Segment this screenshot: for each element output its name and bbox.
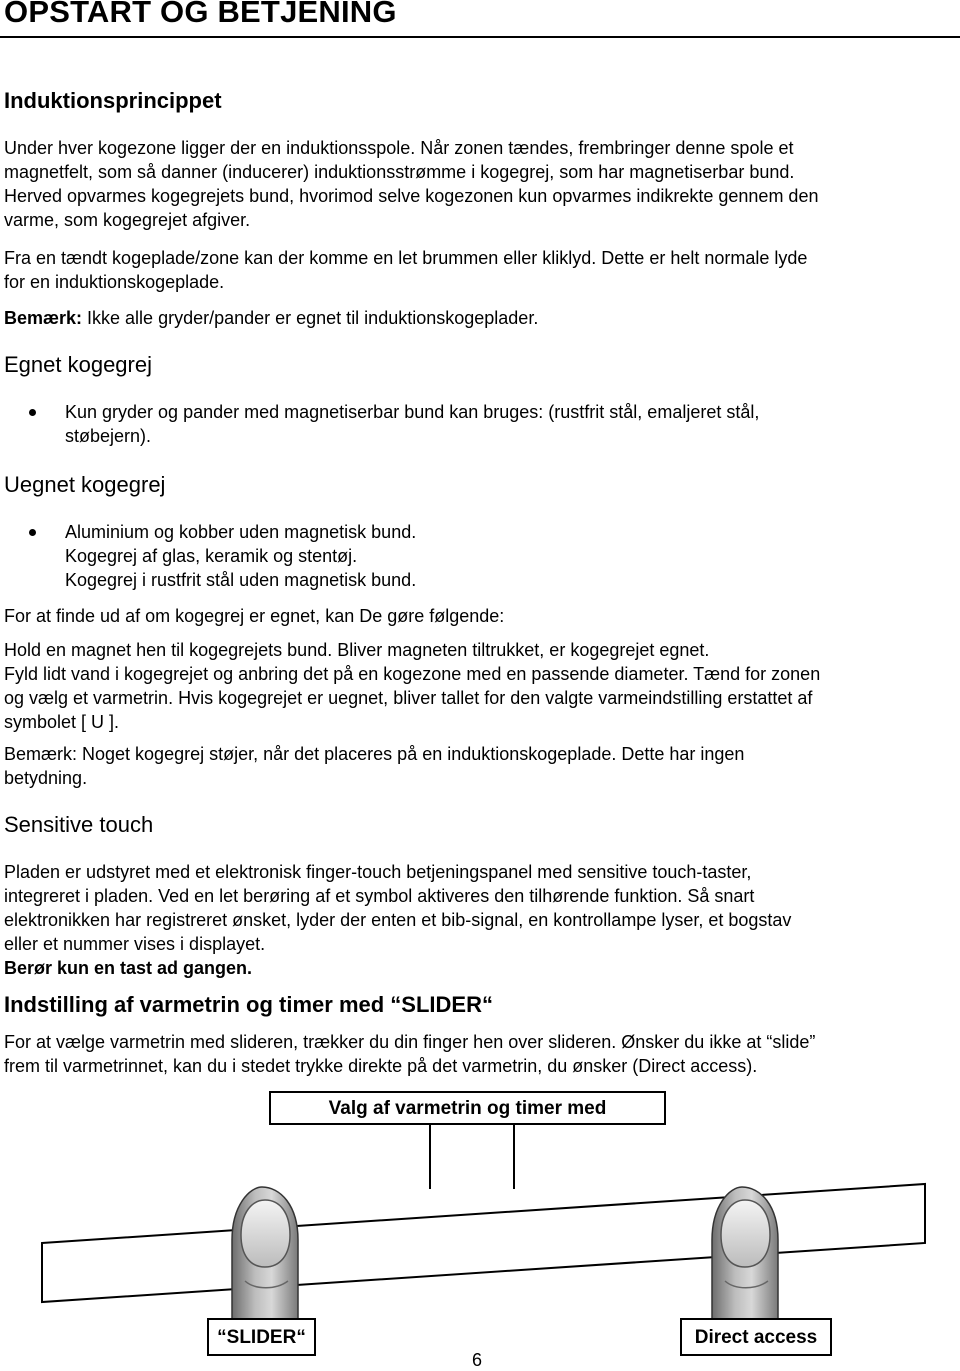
s4-line-3: elektronikken har registreret ønsket, lyder der enten et bib-signal, en kontrollampe lyser, et bogstav	[4, 910, 792, 930]
s1-p2-line-2: for en induktionskogeplade.	[4, 272, 225, 292]
s4-bold-line: Berør kun en tast ad gangen.	[4, 958, 253, 978]
s1-p1-line-1: Under hver kogezone ligger der en induktionsspole. Når zonen tændes, frembringer denne spole et	[4, 138, 794, 158]
s4-line-1: Pladen er udstyret med et elektronisk finger-touch betjeningspanel med sensitive touch-taster,	[4, 862, 752, 882]
s3-bullet-line-2: Kogegrej af glas, keramik og stentøj.	[65, 546, 358, 566]
s3-bullet-line-3: Kogegrej i rustfrit stål uden magnetisk bund.	[65, 570, 417, 590]
heading-induktionsprincippet: Induktionsprincippet	[4, 88, 222, 113]
heading-uegnet-kogegrej: Uegnet kogegrej	[4, 472, 166, 497]
heading-sensitive-touch: Sensitive touch	[4, 812, 154, 837]
callout-varmetrin: Valg af varmetrin og timer med	[269, 1091, 666, 1125]
s3-test-line-2: Fyld lidt vand i kogegrejet og anbring det på en kogezone med en passende diameter. Tænd for zonen	[4, 664, 821, 684]
callout-slider: “SLIDER“	[207, 1318, 316, 1356]
s3-test-line-4: symbolet [ U ].	[4, 712, 120, 732]
s1-p1-line-4: varme, som kogegrejet afgiver.	[4, 210, 251, 230]
s2-bullet-line-2: støbejern).	[65, 426, 152, 446]
heading-egnet-kogegrej: Egnet kogegrej	[4, 352, 152, 377]
s3-test-line-1: Hold en magnet hen til kogegrejets bund. Bliver magneten tiltrukket, er kogegrejet egnet.	[4, 640, 710, 660]
s3-intro: For at finde ud af om kogegrej er egnet, kan De gøre følgende:	[4, 606, 505, 626]
s1-p2-line-1: Fra en tændt kogeplade/zone kan der komme en let brummen eller kliklyd. Dette er helt normale lyde	[4, 248, 808, 268]
page-number: 6	[472, 1350, 483, 1370]
callout-direct-access: Direct access	[680, 1318, 832, 1356]
s3-note-line-1: Bemærk: Noget kogegrej støjer, når det placeres på en induktionskogeplade. Dette har ingen	[4, 744, 745, 764]
s4-line-4: eller et nummer vises i displayet.	[4, 934, 266, 954]
s5-line-2: frem til varmetrinnet, kan du i stedet trykke direkte på det varmetrin, du ønsker (Direct access).	[4, 1056, 758, 1076]
s1-p1-line-2: magnetfelt, som så danner (inducerer) induktionsstrømme i kogegrej, som har magnetiserbar bund.	[4, 162, 795, 182]
bullet-dot	[29, 529, 36, 536]
s1-p1-line-3: Herved opvarmes kogegrejets bund, hvorimod selve kogezonen kun opvarmes indikrekte gennem den	[4, 186, 819, 206]
s3-note-line-2: betydning.	[4, 768, 88, 788]
slider-strip	[42, 1184, 925, 1302]
s1-note-label: Bemærk:	[4, 308, 83, 328]
s1-note	[4, 306, 538, 330]
bullet-dot	[29, 409, 36, 416]
title-rule	[0, 36, 960, 38]
s3-test-line-3: og vælg et varmetrin. Hvis kogegrejet er uegnet, bliver tallet for den valgte varmeindstilling erstattet af	[4, 688, 813, 708]
s4-line-2: integreret i pladen. Ved en let berøring af et symbol aktiveres den tilhørende funktion. Så snart	[4, 886, 755, 906]
heading-slider: Indstilling af varmetrin og timer med “SLIDER“	[4, 992, 493, 1017]
s3-bullet-line-1: Aluminium og kobber uden magnetisk bund.	[65, 522, 417, 542]
s2-bullet-line-1: Kun gryder og pander med magnetiserbar bund kan bruges: (rustfrit stål, emaljeret stål,	[65, 402, 760, 422]
s5-line-1: For at vælge varmetrin med slideren, trækker du din finger hen over slideren. Ønsker du ikke at “slide”	[4, 1032, 816, 1052]
page-title: OPSTART OG BETJENING	[4, 0, 397, 29]
s1-note-text: Ikke alle gryder/pander er egnet til induktionskogeplader.	[82, 308, 539, 328]
